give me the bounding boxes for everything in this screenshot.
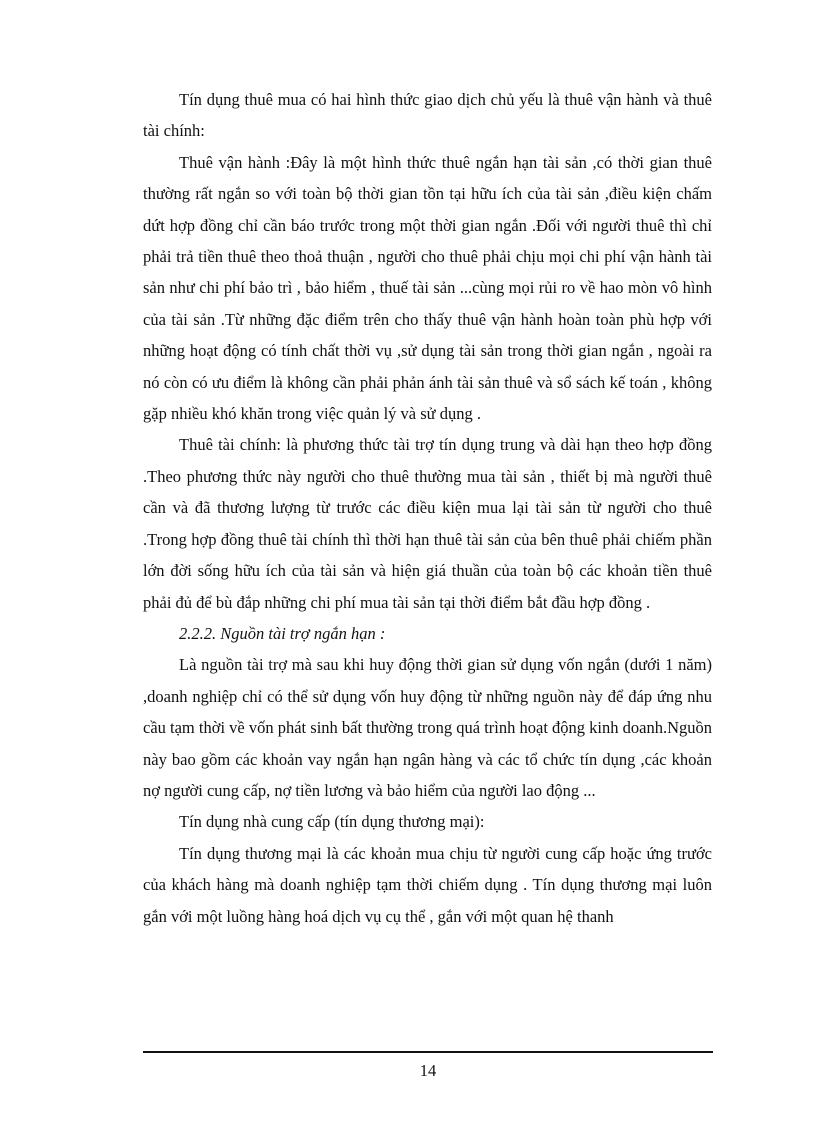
page-body: [143, 84, 712, 932]
paragraph-operating-lease: Thuê vận hành :Đây là một hình thức thuê ngắn hạn tài sản ,có thời gian thuê thường rất ngắn so với toàn bộ thời gian tồn tại hữu ích của tài sản ,điều kiện chấm dứt hợp đồng chỉ cần báo trước trong một thời gian ngắn .Đối với người thuê thì chỉ phải trả tiền thuê theo thoả thuận , người cho thuê phải chịu mọi chi phí vận hành tài sản như chi phí bảo trì , bảo hiểm , thuế tài sản ...cùng mọi rủi ro về hao mòn vô hình của tài sản .Từ những đặc điểm trên cho thấy thuê vận hành hoàn toàn phù hợp với những hoạt động có tính chất thời vụ ,sử dụng tài sản trong thời gian ngắn , ngoài ra nó còn có ưu điểm là không cần phải phản ánh tài sản thuê và sổ sách kế toán , không gặp nhiều khó khăn trong việc quản lý và sử dụng .: [143, 152, 712, 424]
footer-rule: [143, 1051, 713, 1053]
paragraph-financial-lease: Thuê tài chính: là phương thức tài trợ tín dụng trung và dài hạn theo hợp đồng .Theo phương thức này người cho thuê thường mua tài sản , thiết bị mà người thuê cần và đã thương lượng từ trước các điều kiện mua lại tài sản từ người cho thuê .Trong hợp đồng thuê tài chính thì thời hạn thuê tài sản của bên thuê phải chiếm phần lớn đời sống hữu ích của tài sản và hiện giá thuần của toàn bộ các khoản tiền thuê phải đủ để bù đắp những chi phí mua tài sản tại thời điểm bắt đầu hợp đồng .: [143, 435, 712, 612]
section-heading: 2.2.2. Nguồn tài trợ ngắn hạn :: [179, 623, 386, 643]
paragraph-trade-credit: Tín dụng thương mại là các khoản mua chịu từ người cung cấp hoặc ứng trước của khách hàng mà doanh nghiệp tạm thời chiếm dụng . Tín dụng thương mại luôn gắn với một luồng hàng hoá dịch vụ cụ thể , gắn với một quan hệ thanh: [143, 843, 712, 926]
page-number: 14: [419, 1061, 437, 1080]
paragraph-short-term-funding: Là nguồn tài trợ mà sau khi huy động thời gian sử dụng vốn ngắn (dưới 1 năm) ,doanh nghiệp chỉ có thể sử dụng vốn huy động từ những nguồn này để đáp ứng nhu cầu tạm thời về vốn phát sinh bất thường trong quá trình hoạt động kinh doanh.Nguồn này bao gồm các khoản vay ngắn hạn ngân hàng và các tổ chức tín dụng ,các khoản nợ người cung cấp, nợ tiền lương và bảo hiểm của người lao động ...: [143, 655, 712, 800]
paragraph-supplier-credit-title: Tín dụng nhà cung cấp (tín dụng thương mại):: [179, 812, 485, 832]
paragraph-lease-forms: Tín dụng thuê mua có hai hình thức giao dịch chủ yếu là thuê vận hành và thuê tài chính:: [143, 90, 712, 141]
